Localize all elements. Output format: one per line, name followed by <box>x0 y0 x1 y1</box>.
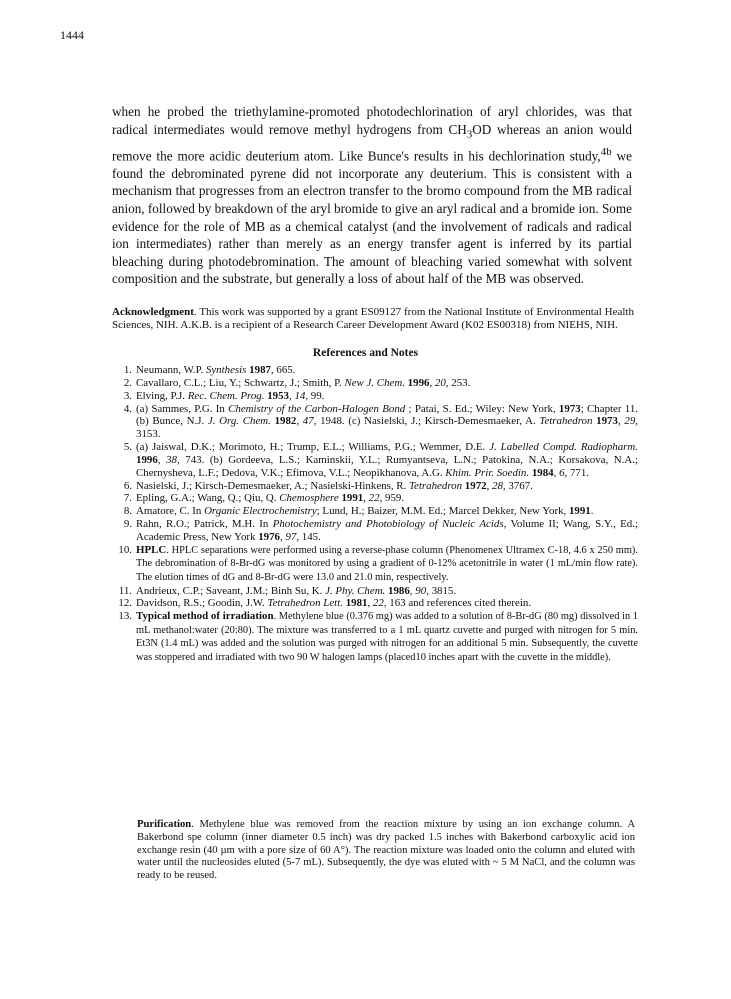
reference-item: 1. Neumann, W.P. Synthesis 1987, 665. <box>123 364 296 376</box>
references-title: References and Notes <box>312 347 419 359</box>
reference-item: 12. Davidson, R.S.; Goodin, J.W. Tetrahedron Lett. 1981, 22, 163 and references cited therein. <box>118 597 532 610</box>
acknowledgment-label: Acknowledgment <box>112 306 194 318</box>
citation-superscript: 4b <box>600 145 612 158</box>
reference-item: 2. Cavallaro, C.L.; Liu, Y.; Schwartz, J.; Smith, P. New J. Chem. 1996, 20, 253. <box>123 376 471 389</box>
subscript: 3 <box>466 128 473 141</box>
reference-item: 3. Elving, P.J. Rec. Chem. Prog. 1953, 14, 99. <box>123 389 325 402</box>
reference-item: 6. Nasielski, J.; Kirsch-Demesmaeker, A.; Nasielski-Hinkens, R. Tetrahedron 1972, 28, 3767. <box>123 479 533 492</box>
reference-item: 13. Typical method of irradiation. Methylene blue (0.376 mg) was added to a solution of 8-Br-dG (80 mg) dissolved in 1 mL methanol:water (20:80). The mixture was transferred to a 1 mL quartz cuvette and purged with nitrogen for 5 min. Et3N (1.4 mL) was added and the solution was purged with nitrogen for an additional 5 min. Subsequently, the cuvette was stoppered and irradiated with two 90 W halogen lamps (placed10 inches apart with the cuvette in the middle). <box>118 610 638 664</box>
reference-item: 10. HPLC. HPLC separations were performed using a reverse-phase column (Phenomenex Ultramex C-18, 4.6 x 250 mm). The debromination of 8-Br-dG was monitored by using a gradient of 0-12% acetonitrile in water (1 mL/min flow rate). The elution times of dG and 8-Br-dG were 13.0 and 21.0 min, respectively. <box>118 543 638 583</box>
references-list <box>112 364 638 665</box>
reference-item: 8. Amatore, C. In Organic Electrochemistry; Lund, H.; Baizer, M.M. Ed.; Marcel Dekker, New York, 1991. <box>123 505 594 518</box>
reference-item: 7. Epling, G.A.; Wang, Q.; Qiu, Q. Chemosphere 1991, 22, 959. <box>123 492 405 505</box>
purification-note: Purification. Methylene blue was removed from the reaction mixture by using an ion exchange column. A Bakerbond spe column (inner diameter 0.5 inch) was dry packed 1.5 inches with Bakerbond carboxylic acid ion exchange resin (40 µm with a pore size of 60 A°). The reaction mixture was loaded onto the column and eluted with water until the nucleosides eluted (5-7 mL). Subsequently, the dye was eluted with ~ 5 M NaCl, and the column was ready to be reused. <box>137 819 635 882</box>
reference-item: 9. Rahn, R.O.; Patrick, M.H. In Photochemistry and Photobiology of Nucleic Acids, Volume II; Wang, S.Y., Ed.; Academic Press, New York 1976, 97, 145. <box>123 518 638 543</box>
page-number: 1444 <box>60 28 84 42</box>
reference-item: 5. (a) Jaiswal, D.K.; Morimoto, H.; Trump, E.L.; Williams, P.G.; Wemmer, D.E. J. Labelled Compd. Radiopharm. 1996, 38, 743. (b) Gordeeva, L.S.; Kaminskii, Y.L.; Rumyantseva, L.N.; Patokina, N.A.; Korsakova, N.A.; Chernysheva, L.F.; Dedova, V.K.; Efimova, V.L.; Neopikhanova, A.G. Khim. Prir. Soedin. 1984, 6, 771. <box>123 441 639 479</box>
purification-label: Purification <box>137 819 192 830</box>
reference-item: 4. (a) Sammes, P.G. In Chemistry of the Carbon-Halogen Bond ; Patai, S. Ed.; Wiley: New York, 1973; Chapter 11. (b) Bunce, N.J. J. Org. Chem. 1982, 47, 1948. (c) Nasielski, J.; Kirsch-Demesmaeker, A. Tetrahedron 1973, 29, 3153. <box>123 402 638 441</box>
reference-item: 11. Andrieux, C.P.; Saveant, J.M.; Binh Su, K. J. Phy. Chem. 1986, 90, 3815. <box>118 584 457 597</box>
discussion-paragraph: when he probed the triethylamine-promoted photodechlorination of aryl chlorides, was that radical intermediates would remove methyl hydrogens from $CH_3OD$ whereas an anion would remove the more acidic deuterium atom. Like Bunce's results in his dechlorination study,$^{4b}$ we found the debrominated pyrene did not incorporate any deuterium. This is consistent with a mechanism that progresses from an electron transfer to the bromo compound from the MB radical anion, followed by breakdown of the aryl bromide to give an aryl radical and a bromide ion. Some evidence for the role of MB as a chemical catalyst (and the involvement of radicals and radical ion intermediates) rather than merely as an energy transfer agent is inferred by its partial bleaching during photodebromination. The amount of bleaching varied somewhat with solvent composition and the substrate, but generally a loss of about half of the MB was observed. <box>112 104 632 287</box>
acknowledgment: Acknowledgment. This work was supported by a grant ES09127 from the National Institute of Environmental Health Sciences, NIH. A.K.B. is a recipient of a Research Career Development Award (K02 ES00318) from NIEHS, NIH. <box>112 306 634 331</box>
